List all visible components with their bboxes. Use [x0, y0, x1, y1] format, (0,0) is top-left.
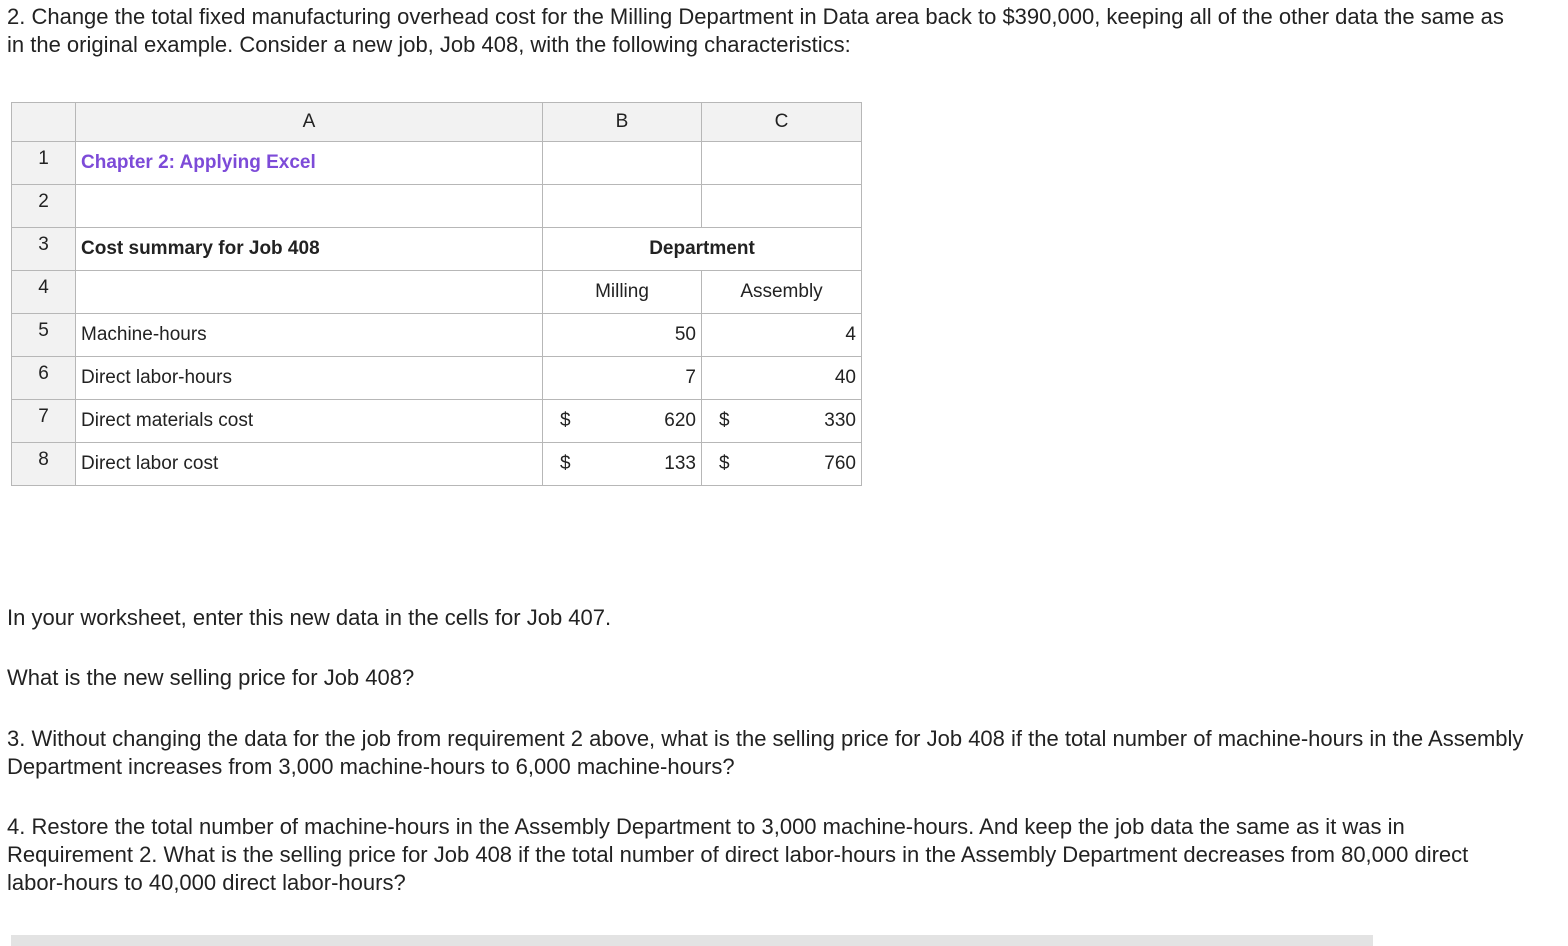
cell-c1[interactable]: [702, 142, 862, 185]
cell-c2[interactable]: [702, 185, 862, 228]
cell-b7[interactable]: [543, 400, 702, 443]
sheet-row-1: [12, 142, 862, 185]
cell-b6[interactable]: 7: [543, 357, 702, 400]
column-header-b[interactable]: B: [543, 103, 702, 142]
cell-value: 133: [664, 453, 696, 474]
cell-c5[interactable]: 4: [702, 314, 862, 357]
cell-a8[interactable]: Direct labor cost: [76, 443, 543, 486]
row-number-6[interactable]: 6: [12, 357, 76, 400]
column-header-a[interactable]: A: [76, 103, 543, 142]
sheet-row-6: [12, 357, 862, 400]
question-2-note: In your worksheet, enter this new data in the cells for Job 407.: [7, 605, 612, 630]
sheet-row-7: [12, 400, 862, 443]
spreadsheet: [11, 102, 862, 486]
sheet-row-5: [12, 314, 862, 357]
currency-symbol: $: [560, 453, 571, 474]
cell-b2[interactable]: [543, 185, 702, 228]
cell-c8[interactable]: [702, 443, 862, 486]
cell-c6[interactable]: 40: [702, 357, 862, 400]
cell-value: 620: [664, 410, 696, 431]
row-number-4[interactable]: 4: [12, 271, 76, 314]
column-header-row: [12, 103, 862, 142]
cell-value: 330: [824, 410, 856, 431]
sheet-row-3: [12, 228, 862, 271]
sheet-row-8: [12, 443, 862, 486]
column-header-c[interactable]: C: [702, 103, 862, 142]
cell-a5[interactable]: Machine-hours: [76, 314, 543, 357]
row-number-7[interactable]: 7: [12, 400, 76, 443]
answer-area-bar: [11, 935, 1373, 946]
cell-a4[interactable]: [76, 271, 543, 314]
question-4-text: 4. Restore the total number of machine-hours in the Assembly Department to 3,000 machine-hours. And keep the job data the same as it was in Requirement 2. What is the selling price for Job 408 if the total number of direct labor-hours in the Assembly Department decreases from 80,000 direct labor-hours to 40,000 direct labor-hours?: [7, 814, 1469, 895]
cell-a1[interactable]: Chapter 2: Applying Excel: [76, 142, 543, 185]
currency-symbol: $: [719, 410, 730, 431]
cell-b3-department[interactable]: Department: [543, 228, 862, 271]
corner-cell[interactable]: [12, 103, 76, 142]
question-2-text: 2. Change the total fixed manufacturing overhead cost for the Milling Department in Data area back to $390,000, keeping all of the other data the same as in the original example. Consider a new job, Job 408, with the following characteristics:: [7, 4, 1504, 57]
cell-c4[interactable]: Assembly: [702, 271, 862, 314]
row-number-3[interactable]: 3: [12, 228, 76, 271]
sheet-row-4: [12, 271, 862, 314]
cell-a7[interactable]: Direct materials cost: [76, 400, 543, 443]
cell-b8[interactable]: [543, 443, 702, 486]
cell-b1[interactable]: [543, 142, 702, 185]
sheet-row-2: [12, 185, 862, 228]
row-number-8[interactable]: 8: [12, 443, 76, 486]
question-2-prompt: What is the new selling price for Job 408?: [7, 665, 415, 690]
row-number-1[interactable]: 1: [12, 142, 76, 185]
question-3-text: 3. Without changing the data for the job from requirement 2 above, what is the selling price for Job 408 if the total number of machine-hours in the Assembly Department increases from 3,000 machine-hours to 6,000 machine-hours?: [7, 726, 1524, 779]
currency-symbol: $: [560, 410, 571, 431]
cell-value: 760: [824, 453, 856, 474]
cell-a6[interactable]: Direct labor-hours: [76, 357, 543, 400]
cell-a2[interactable]: [76, 185, 543, 228]
row-number-2[interactable]: 2: [12, 185, 76, 228]
cell-b4[interactable]: Milling: [543, 271, 702, 314]
cell-a3[interactable]: Cost summary for Job 408: [76, 228, 543, 271]
row-number-5[interactable]: 5: [12, 314, 76, 357]
cell-c7[interactable]: [702, 400, 862, 443]
currency-symbol: $: [719, 453, 730, 474]
cell-b5[interactable]: 50: [543, 314, 702, 357]
